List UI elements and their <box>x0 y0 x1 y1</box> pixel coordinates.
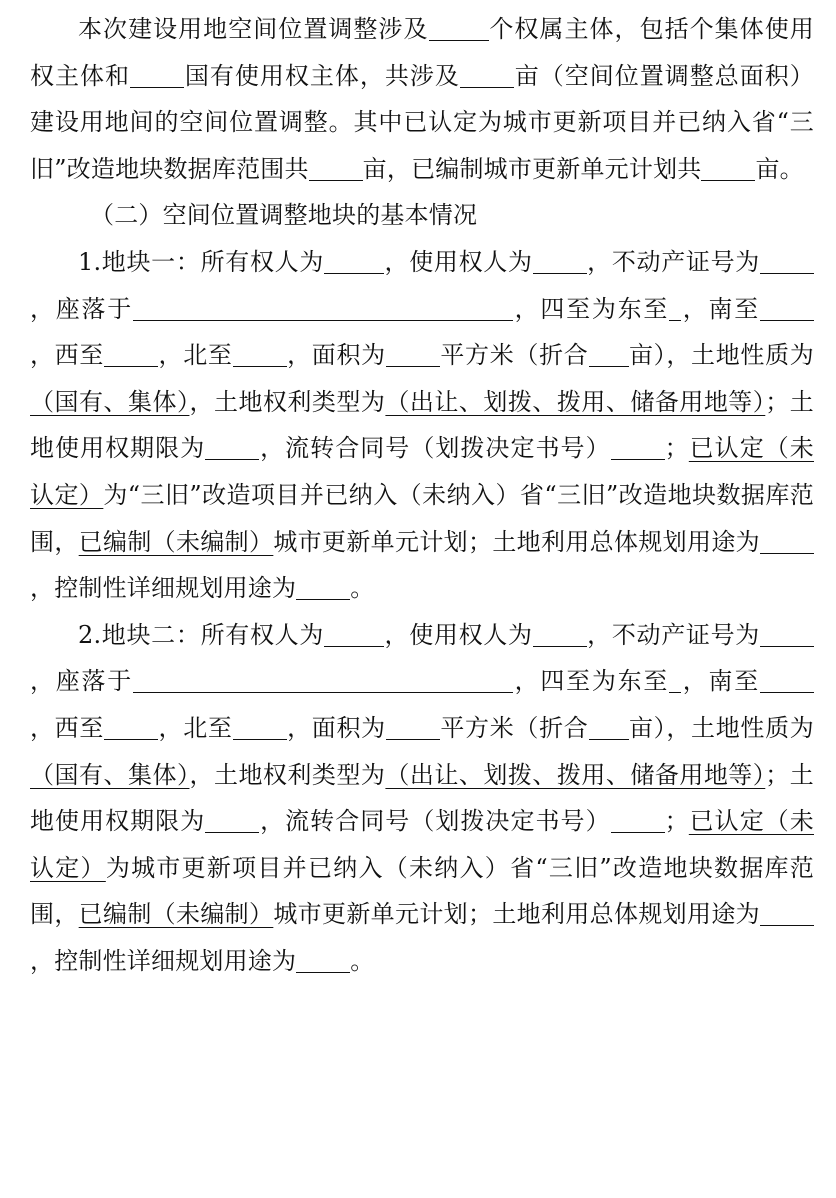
blank-field <box>701 156 755 181</box>
blank-field <box>760 249 814 274</box>
blank-field <box>386 715 440 740</box>
plot-text: ，座落于 <box>30 667 134 696</box>
blank-field <box>460 63 514 88</box>
intro-text: 亩，已编制城市更新单元计划共 <box>362 154 702 183</box>
plot-text: ，西至 <box>30 341 105 370</box>
plot-one-paragraph <box>30 239 814 612</box>
plot-text: ；土地使用权期限为 <box>30 387 814 463</box>
plot-text: ，四至为东至 <box>513 294 670 323</box>
plot-text: 。 <box>350 574 375 603</box>
blank-field <box>233 342 287 367</box>
plot-text: ，控制性详细规划用途为 <box>30 574 297 603</box>
blank-field <box>296 948 350 973</box>
plot-text: ，土地权利类型为 <box>189 387 386 416</box>
plot-text: ，南至 <box>681 667 760 696</box>
blank-field <box>533 622 587 647</box>
blank-field <box>429 16 489 41</box>
intro-text: 国有使用权主体，共涉及 <box>184 61 460 90</box>
plot-text: ，西至 <box>30 713 105 742</box>
plot-text: 亩），土地性质为 <box>628 341 814 370</box>
plot-text: 。 <box>350 946 375 975</box>
intro-text: 亩。 <box>755 154 804 183</box>
blank-field <box>611 808 665 833</box>
recognition-options: 已认定（未认定） <box>30 434 814 509</box>
plot-text: 地块一：所有权人为 <box>101 247 325 276</box>
land-right-type-options: （出让、划拨、拨用、储备用地等） <box>385 760 766 789</box>
blank-field <box>760 901 814 926</box>
plot-text: 地块二：所有权人为 <box>101 620 325 649</box>
blank-field <box>205 808 259 833</box>
plot-text: ，四至为东至 <box>513 667 670 696</box>
blank-field <box>669 296 681 321</box>
plot-text: ，流转合同号（划拨决定书号） <box>259 434 611 463</box>
plot-text: ； <box>664 434 689 463</box>
plot-text: 城市更新单元计划；土地利用总体规划用途为 <box>273 900 760 929</box>
plot-text: ，南至 <box>681 294 760 323</box>
section-heading: （二）空间位置调整地块的基本情况 <box>90 201 478 230</box>
blank-field <box>205 435 259 460</box>
compilation-options: 已编制（未编制） <box>78 900 274 929</box>
land-nature-options: （国有、集体） <box>30 760 190 789</box>
plot-text: ，控制性详细规划用途为 <box>30 946 297 975</box>
blank-field <box>760 529 814 554</box>
plot-text: ，流转合同号（划拨决定书号） <box>259 807 611 836</box>
blank-field <box>386 342 440 367</box>
blank-field <box>309 156 363 181</box>
plot-text: ；土地使用权期限为 <box>30 760 814 836</box>
plot-text: 平方米（折合 <box>439 341 589 370</box>
plot-text: 为城市更新项目并已纳入（未纳入）省“三旧”改造地块数据库范围， <box>30 853 814 929</box>
plot-text: ，不动产证号为 <box>586 620 760 649</box>
plot-text: 为“三旧”改造项目并已纳入（未纳入）省“三旧”改造地块数据库范围， <box>30 480 814 556</box>
plot-text: ； <box>664 807 689 836</box>
blank-field <box>589 342 629 367</box>
blank-field <box>130 63 184 88</box>
recognition-options: 已认定（未认定） <box>30 807 814 882</box>
blank-field <box>133 668 513 693</box>
intro-text: 亩（空间位置调整总面积）建设用地间的空间位置调整。其中已认定为城市更新项目并已纳入省“三旧”改造地块数据库范围共 <box>30 61 814 183</box>
blank-field <box>296 575 350 600</box>
blank-field <box>133 296 513 321</box>
intro-text: 本次建设用地空间位置调整涉及 <box>78 15 429 43</box>
plot-text: ，使用权人为 <box>384 620 533 649</box>
plot-text: ，土地权利类型为 <box>189 760 386 789</box>
compilation-options: 已编制（未编制） <box>78 527 274 556</box>
plot-two-paragraph <box>30 612 814 985</box>
blank-field <box>104 342 158 367</box>
blank-field <box>669 668 681 693</box>
blank-field <box>611 435 665 460</box>
blank-field <box>324 622 384 647</box>
blank-field <box>760 668 814 693</box>
plot-number: 1. <box>78 247 102 276</box>
intro-text: 个权属主体，包括个集体使用权主体和 <box>30 15 814 90</box>
plot-text: ，不动产证号为 <box>586 247 760 276</box>
land-right-type-options: （出让、划拨、拨用、储备用地等） <box>385 387 766 416</box>
plot-text: ，使用权人为 <box>384 247 533 276</box>
plot-text: ，座落于 <box>30 294 134 323</box>
plot-text: 亩），土地性质为 <box>628 713 814 742</box>
plot-text: ，北至 <box>158 341 233 370</box>
blank-field <box>324 249 384 274</box>
intro-paragraph <box>30 6 814 192</box>
blank-field <box>760 296 814 321</box>
blank-field <box>760 622 814 647</box>
blank-field <box>104 715 158 740</box>
plot-number: 2. <box>78 620 102 649</box>
blank-field <box>533 249 587 274</box>
plot-text: ，北至 <box>158 713 233 742</box>
plot-text: 城市更新单元计划；土地利用总体规划用途为 <box>273 527 760 556</box>
blank-field <box>233 715 287 740</box>
plot-text: ，面积为 <box>286 713 386 742</box>
plot-text: 平方米（折合 <box>439 713 589 742</box>
plot-text: ，面积为 <box>286 341 386 370</box>
land-nature-options: （国有、集体） <box>30 387 190 416</box>
blank-field <box>589 715 629 740</box>
